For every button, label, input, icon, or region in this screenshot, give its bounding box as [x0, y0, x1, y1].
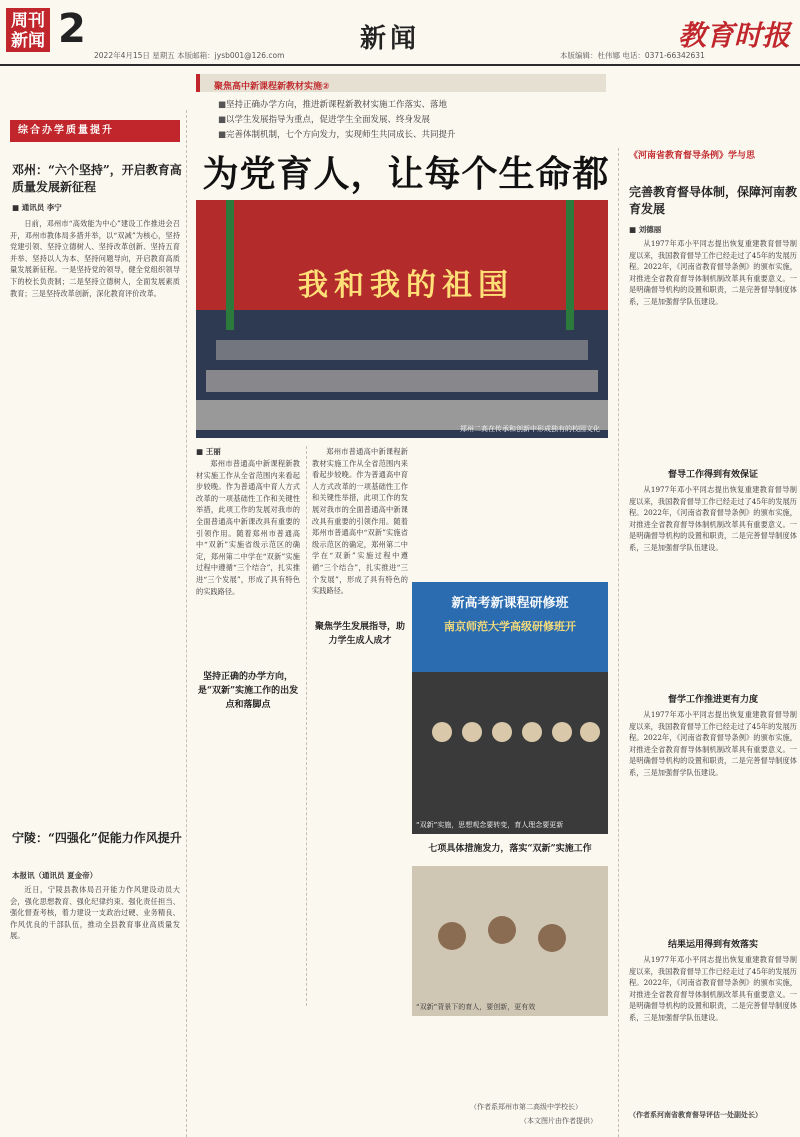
left-column	[0, 110, 187, 1137]
divider	[306, 446, 307, 1006]
right-sub1: 督导工作得到有效保证	[667, 470, 758, 480]
feature-body-col1: 郑州市普通高中新课程新教材实施工作从全省范围内来看起步较晚。作为普通高中育人方式改革的一项基础性工作和关键性举措，此项工作的发展对我市的全面普通高中新课改具有重要的引领作用。随着郑州市普通高中“双新”实施省级示范区的确定，郑州第二中学在“双新”实施过程中遵循“三个结合”，扎实推进“三个发展”，形成了具有特色的实践路径。	[196, 459, 300, 596]
newspaper-logo: 周刊新闻	[6, 8, 50, 52]
masthead	[0, 0, 800, 66]
article1-body: 日前，邓州市“高效能为中心”建设工作推进会召开，邓州市教体局多措并举，以“双减”为核心，坚持党建引领、坚持立德树人、坚持改革创新、坚持五育并举、坚持以人为本、坚持问题导向，开启教育高质量发展新征程。一是坚持党的领导，健全党组织领导下的校长负责制；二是坚持立德树人，全面发展素质教育；三是坚持改革创新，深化教育评价改革。	[10, 219, 180, 298]
section1-title: 坚持正确的办学方向，是“双新”实施工作的出发点和落脚点	[197, 672, 299, 710]
feature-bullets	[218, 98, 598, 143]
issue-date: 2022年4月15日 星期五 本版邮箱：jysb001@126.com	[94, 51, 285, 60]
main-photo-graphic	[196, 200, 608, 438]
right-article-body-4: 从1977年邓小平同志提出恢复重建教育督导制度以来，我国教育督导工作已经走过了45年的发展历程。2022年，《河南省教育督导条例》的颁布实施，对推进全省教育督导体制机制改革具有重要意义。一是明确督导机构的设置和职责，二是完善督导制度体系，三是加强督学队伍建设。	[629, 955, 797, 1022]
second-photo-caption: “双新”实施，思想观念要转变，育人理念要更新	[416, 821, 564, 829]
article1-title: 邓州：“六个坚持”，开启教育高质量发展新征程	[12, 163, 182, 194]
main-photo	[196, 200, 608, 438]
bullet-item: ■ 以学生发展指导为重点，促进学生全面发展、终身发展	[218, 113, 598, 128]
right-sub3: 结果运用得到有效落实	[667, 940, 758, 950]
article2-body: 近日，宁陵县教体局召开能力作风建设动员大会，强化思想教育、强化纪律约束、强化责任担当、强化督查考核，着力建设一支政治过硬、业务精良、作风优良的干部队伍，推动全县教育事业高质量发展。	[10, 885, 180, 941]
left-column-header: 综合办学质量提升	[10, 120, 180, 142]
feature-author: ■ 王丽	[196, 447, 221, 456]
right-column	[618, 148, 800, 1137]
page-number: 2	[58, 6, 86, 52]
right-article-author: ■ 刘德丽	[629, 225, 662, 234]
third-photo-graphic	[412, 866, 608, 1016]
bullet-item: ■ 坚持正确办学方向，推进新课程新教材实施工作落实、落地	[218, 98, 598, 113]
right-article-body: 从1977年邓小平同志提出恢复重建教育督导制度以来，我国教育督导工作已经走过了45年的发展历程。2022年，《河南省教育督导条例》的颁布实施，对推进全省教育督导体制机制改革具有重要意义。一是明确督导机构的设置和职责，二是完善督导制度体系，三是加强督学队伍建设。	[629, 239, 797, 306]
main-photo-caption: 郑州二高在传承和创新中形成独有的校园文化	[460, 425, 600, 433]
editor-info: 本版编辑：杜伟娜 电话：0371-66342631	[560, 51, 705, 60]
feature-banner-text: 聚焦高中新课程新教材实施②	[214, 82, 330, 92]
article2-title: 宁陵：“四强化”促能力作风提升	[12, 831, 182, 845]
third-photo-caption: “双新”背景下的育人，要创新，更有效	[416, 1003, 536, 1011]
third-photo	[412, 866, 608, 1016]
photo-credit: （本文图片由作者提供）	[520, 1117, 597, 1125]
second-photo-banner-sub: 南京师范大学高级研修班开	[444, 620, 576, 633]
photo-banner-text: 我和我的祖国	[298, 268, 514, 303]
right-article-body-3: 从1977年邓小平同志提出恢复重建教育督导制度以来，我国教育督导工作已经走过了45年的发展历程。2022年，《河南省教育督导条例》的颁布实施，对推进全省教育督导体制机制改革具有重要意义。一是明确督导机构的设置和职责，二是完善督导制度体系，三是加强督学队伍建设。	[629, 710, 797, 777]
feature-headline: 为党育人，让每个生命都	[202, 153, 610, 195]
right-article-title: 完善教育督导体制，保障河南教育发展	[629, 185, 798, 216]
feature-banner	[196, 74, 606, 92]
section2-title: 聚焦学生发展指导，助力学生成人成才	[314, 622, 405, 646]
right-article-body-2: 从1977年邓小平同志提出恢复重建教育督导制度以来，我国教育督导工作已经走过了45年的发展历程。2022年，《河南省教育督导条例》的颁布实施，对推进全省教育督导体制机制改革具有重要意义。一是明确督导机构的设置和职责，二是完善督导制度体系，三是加强督学队伍建设。	[629, 485, 797, 552]
section-title: 新闻	[360, 24, 421, 54]
bullet-item: ■ 完善体制机制，七个方向发力，实现师生共同成长、共同提升	[218, 128, 598, 143]
right-sub2: 督学工作推进更有力度	[667, 695, 758, 705]
brand-logo: 教育时报	[677, 19, 790, 52]
right-article-footer: （作者系河南省教育督导评估一处副处长）	[629, 1111, 762, 1119]
second-photo-banner: 新高考新课程研修班	[451, 596, 569, 611]
second-photo	[412, 582, 608, 834]
right-column-tag: 《河南省教育督导条例》学与思	[629, 151, 756, 161]
article1-author: ■ 通讯员 李宁	[12, 203, 62, 212]
feature-body-col2: 郑州市普通高中新课程新教材实施工作从全省范围内来看起步较晚。作为普通高中育人方式改革的一项基础性工作和关键性举措，此项工作的发展对我市的全面普通高中新课改具有重要的引领作用。随着郑州市普通高中“双新”实施省级示范区的确定，郑州第二中学在“双新”实施过程中遵循“三个结合”，扎实推进“三个发展”，形成了具有特色的实践路径。	[312, 447, 408, 596]
section3-title: 七项具体措施发力，落实“双新”实施工作	[428, 844, 592, 854]
author-note: （作者系郑州市第二高级中学校长）	[470, 1103, 582, 1111]
article2-author: 本报讯（通讯员 夏金帝）	[12, 871, 98, 880]
